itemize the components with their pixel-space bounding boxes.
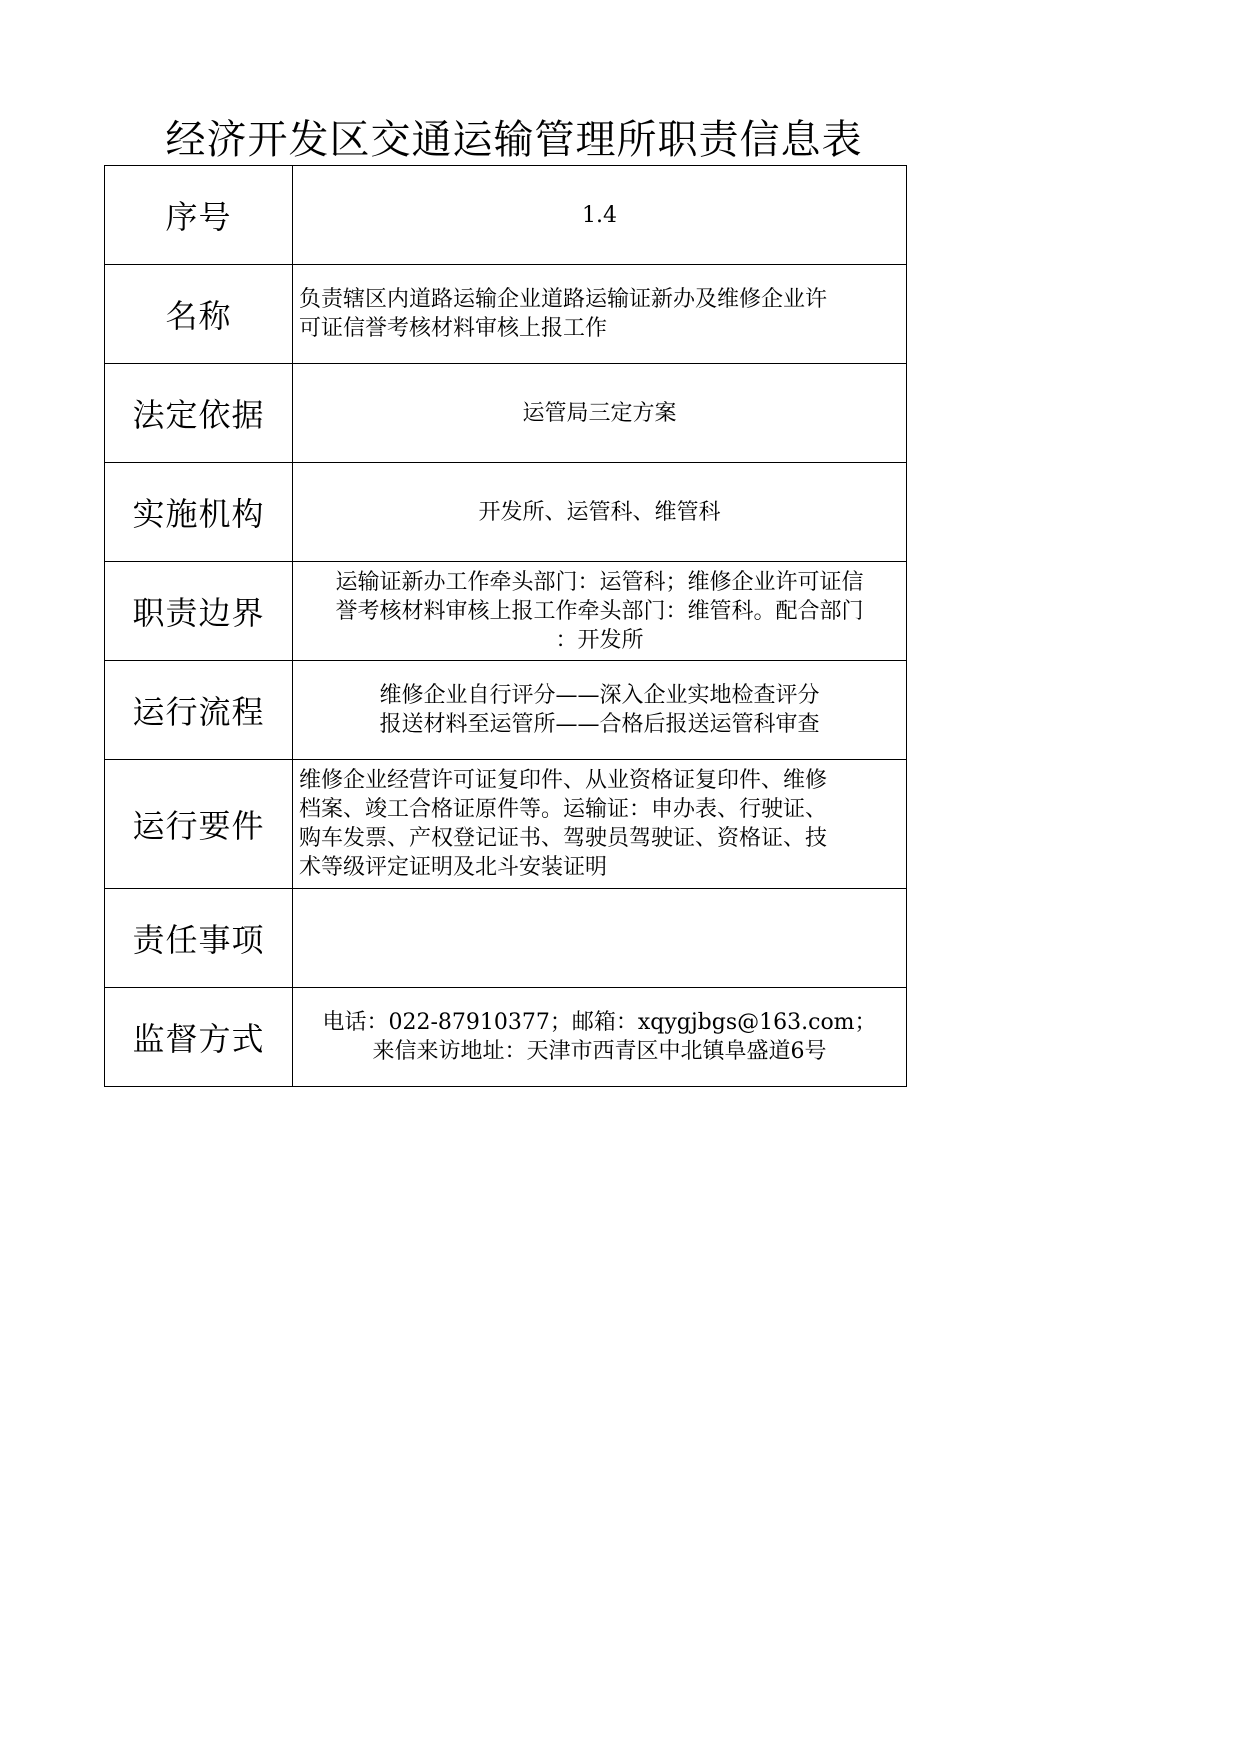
supervision-method-label: 监督方式 [105,988,293,1087]
legal-basis-value [293,364,907,463]
table-row-responsibility-items [105,889,907,988]
name-label: 名称 [105,265,293,364]
table-row-serial-number [105,166,907,265]
name-value [293,265,907,364]
table-row-name [105,265,907,364]
operation-requirements-value-line: 维修企业经营许可证复印件、从业资格证复印件、维修 [299,768,828,793]
legal-basis-value-line: 运管局三定方案 [522,400,677,426]
supervision-method-value-line: 来信来访地址：天津市西青区中北镇阜盛道6号 [372,1039,827,1064]
responsibility-items-value [293,889,907,988]
operation-requirements-value [293,760,907,889]
responsibility-boundary-value-line: 誉考核材料审核上报工作牵头部门：维管科。配合部门 [335,598,864,624]
supervision-method-value-line: 电话：022-87910377；邮箱：xqygjbgs@163.com； [322,1010,877,1035]
operation-process-value-line: 报送材料至运管所——合格后报送运管科审查 [379,712,820,737]
responsibility-items-label: 责任事项 [105,889,293,988]
operation-process-value [293,661,907,760]
operation-requirements-value-line: 术等级评定证明及北斗安装证明 [299,855,608,880]
table-row-implementing-agency [105,463,907,562]
responsibility-info-table [104,165,907,1087]
operation-requirements-value-line: 档案、竣工合格证原件等。运输证：申办表、行驶证、 [299,797,828,822]
table-row-operation-requirements [105,760,907,889]
name-value-line: 负责辖区内道路运输企业道路运输证新办及维修企业许 [299,287,828,312]
table-row-responsibility-boundary [105,562,907,661]
operation-requirements-label: 运行要件 [105,760,293,889]
legal-basis-label: 法定依据 [105,364,293,463]
table-row-supervision-method [105,988,907,1087]
document-title: 经济开发区交通运输管理所职责信息表 [165,117,863,163]
responsibility-boundary-label: 职责边界 [105,562,293,661]
responsibility-boundary-value-line: ：开发所 [555,627,644,653]
responsibility-boundary-value-line: 运输证新办工作牵头部门：运管科；维修企业许可证信 [335,569,864,595]
serial-number-value-line: 1.4 [582,202,617,228]
supervision-method-value [293,988,907,1087]
serial-number-label: 序号 [105,166,293,265]
operation-process-label: 运行流程 [105,661,293,760]
implementing-agency-value [293,463,907,562]
operation-requirements-value-line: 购车发票、产权登记证书、驾驶员驾驶证、资格证、技 [299,826,828,851]
table-row-operation-process [105,661,907,760]
operation-process-value-line: 维修企业自行评分——深入企业实地检查评分 [379,683,820,708]
serial-number-value [293,166,907,265]
implementing-agency-value-line: 开发所、运管科、维管科 [478,499,721,525]
responsibility-boundary-value [293,562,907,661]
table-row-legal-basis [105,364,907,463]
implementing-agency-label: 实施机构 [105,463,293,562]
name-value-line: 可证信誉考核材料审核上报工作 [299,316,608,341]
